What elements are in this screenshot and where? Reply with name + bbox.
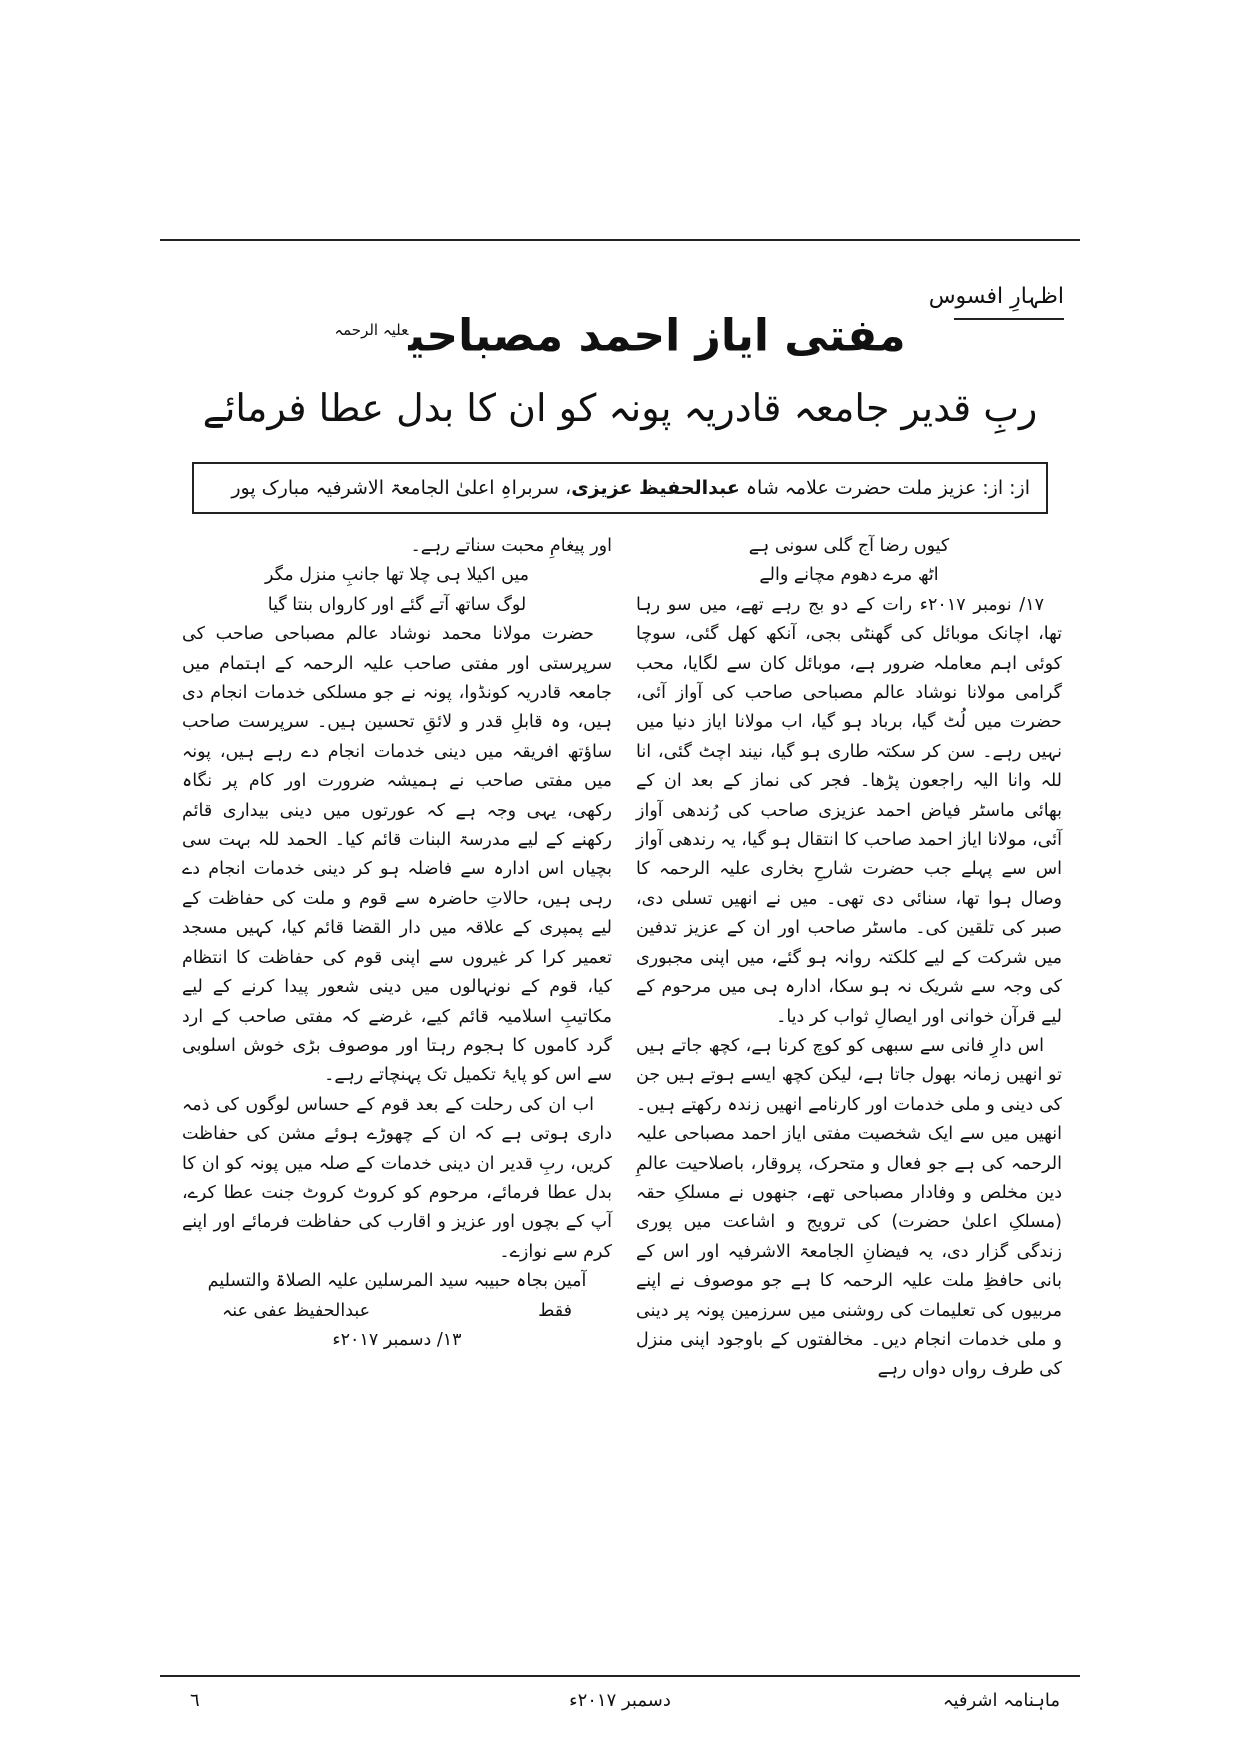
left-column <box>182 532 612 1532</box>
title-honorific: علیہ الرحمہ <box>334 321 409 339</box>
byline-suffix: ، سربراہِ اعلیٰ الجامعۃ الاشرفیہ مبارک پور <box>231 477 572 499</box>
byline-prefix: از: از: عزیز ملت حضرت علامہ شاہ <box>739 477 1030 499</box>
body-paragraph-1: ۱۷/ نومبر ۲۰۱۷ء رات کے دو بج رہے تھے، میں سو رہا تھا، اچانک موبائل کی گھنٹی بجی، آنکھ کھل گئی، سوچا کوئی اہم معاملہ ضرور ہے، موبائل کان سے لگایا، محب گرامی مولانا نوشاد عالم مصباحی صاحب کی آواز آئی، حضرت میں لُٹ گیا، برباد ہو گیا، اب مولانا ایاز دنیا میں نہیں رہے۔ سن کر سکتہ طاری ہو گیا، نیند اچٹ گئی، انا للہ وانا الیہ راجعون پڑھا۔ فجر کی نماز کے بعد ان کے بھائی ماسٹر فیاض احمد عزیزی صاحب کی رُندھی آواز آئی، مولانا ایاز احمد صاحب کا انتقال ہو گیا، یہ رندھی آواز اس سے پہلے جب حضرت شارحِ بخاری علیہ الرحمہ کا وصال ہوا تھا، سنائی دی تھی۔ میں نے انھیں تسلی دی، صبر کی تلقین کی۔ ماسٹر صاحب اور ان کے عزیز تدفین میں شرکت کے لیے کلکتہ روانہ ہو گئے، میں اپنی مجبوری کی وجہ سے شریک نہ ہو سکا، ادارہ ہی میں مرحوم کے لیے قرآن خوانی اور ایصالِ ثواب کر دیا۔ <box>636 594 1062 1027</box>
footer-page-number: ٦ <box>190 1690 200 1711</box>
signature-row <box>182 1297 612 1326</box>
body-paragraph-4: اب ان کی رحلت کے بعد قوم کے حساس لوگوں کی ذمہ داری ہوتی ہے کہ ان کے چھوڑے ہوئے مشن کی حفاظت کریں، ربِ قدیر ان دینی خدمات کے صلہ میں پونہ کو ان کا بدل عطا فرمائے، مرحوم کو کروٹ کروٹ جنت عطا کرے، آپ کے بچوں اور عزیز و اقارب کی حفاظت فرمائے اور اپنے کرم سے نوازے۔ <box>182 1094 612 1262</box>
signature-name: عبدالحفیظ عفی عنہ <box>222 1300 371 1321</box>
dua-line: آمین بجاہ حبیبہ سید المرسلین علیہ الصلاۃ والتسلیم <box>207 1271 587 1292</box>
article-title <box>180 300 1060 367</box>
couplet-line-1: میں اکیلا ہی چلا تھا جانبِ منزل مگر <box>264 565 530 586</box>
footer-issue-date: دسمبر ۲۰۱۷ء <box>569 1690 671 1711</box>
signature-date: ۱۳/ دسمبر ۲۰۱۷ء <box>332 1329 462 1350</box>
signature-word: فقط <box>538 1300 572 1321</box>
right-column <box>636 532 1062 1532</box>
section-label: اظہارِ افسوس <box>928 284 1064 309</box>
continuation-line: اور پیغامِ محبت سناتے رہے۔ <box>410 536 612 556</box>
byline-box <box>192 462 1048 514</box>
couplet-line-2: لوگ ساتھ آتے گئے اور کارواں بنتا گیا <box>267 594 527 615</box>
title-text: مفتی ایاز احمد مصباحی <box>408 310 906 362</box>
byline <box>231 475 1030 501</box>
byline-author-name: عبدالحفیظ عزیزی <box>571 477 740 499</box>
article-subtitle: ربِ قدیر جامعہ قادریہ پونہ کو ان کا بدل عطا فرمائے <box>202 386 1038 430</box>
verse-line-1: کیوں رضا آج گلی سونی ہے <box>748 536 950 556</box>
body-paragraph-2: اس دارِ فانی سے سبھی کو کوچ کرنا ہے، کچھ جاتے ہیں تو انھیں زمانہ بھول جاتا ہے، لیکن کچھ ایسے ہوتے ہیں جن کی دینی و ملی خدمات اور کارنامے انھیں زندہ رکھتے ہیں۔ انھیں میں سے ایک شخصیت مفتی ایاز احمد مصباحی علیہ الرحمہ کی ہے جو فعال و متحرک، پروقار، باصلاحیت عالمِ دین مخلص و وفادار مصباحی تھے، جنھوں نے مسلکِ حقہ (مسلکِ اعلیٰ حضرت) کی ترویج و اشاعت میں پوری زندگی گزار دی، یہ فیضانِ الجامعۃ الاشرفیہ اور اس کے بانی حافظِ ملت علیہ الرحمہ کا ہے جو موصوف نے اپنے مربیوں کی تعلیمات کی روشنی میں سرزمین پونہ پر دینی و ملی خدمات انجام دیں۔ مخالفتوں کے باوجود اپنی منزل کی طرف رواں دواں رہے <box>636 1035 1062 1380</box>
footer-magazine-name: ماہنامہ اشرفیہ <box>942 1690 1060 1711</box>
top-rule <box>160 239 1080 241</box>
bottom-rule <box>160 1675 1080 1677</box>
verse-line-2: اٹھ مرے دھوم مچانے والے <box>759 565 939 586</box>
body-paragraph-3: حضرت مولانا محمد نوشاد عالم مصباحی صاحب کی سرپرستی اور مفتی صاحب علیہ الرحمہ کے اہتمام میں جامعہ قادریہ کونڈوا، پونہ نے جو مسلکی خدمات انجام دی ہیں، وہ قابلِ قدر و لائقِ تحسین ہیں۔ سرپرست صاحب ساؤتھ افریقہ میں دینی خدمات انجام دے رہے ہیں، پونہ میں مفتی صاحب نے ہمیشہ ضرورت اور کام پر نگاہ رکھی، یہی وجہ ہے کہ عورتوں میں دینی بیداری قائم رکھنے کے لیے مدرسۃ البنات قائم کیا۔ الحمد للہ بہت سی بچیاں اس ادارہ سے فاضلہ ہو کر دینی خدمات انجام دے رہی ہیں، حالاتِ حاضرہ سے قوم و ملت کی حفاظت کے لیے پمپری کے علاقہ میں دار القضا قائم کیا، کہیں مسجد تعمیر کرا کر غیروں سے اپنی قوم کی حفاظت کا انتظام کیا، قوم کے نونہالوں میں دینی شعور پیدا کرنے کے لیے مکاتیبِ اسلامیہ قائم کیے، غرضے کہ مفتی صاحب کے ارد گرد کاموں کا ہجوم رہتا اور موصوف بڑی خوش اسلوبی سے اس کو پایۂ تکمیل تک پہنچاتے رہے۔ <box>182 624 612 1086</box>
